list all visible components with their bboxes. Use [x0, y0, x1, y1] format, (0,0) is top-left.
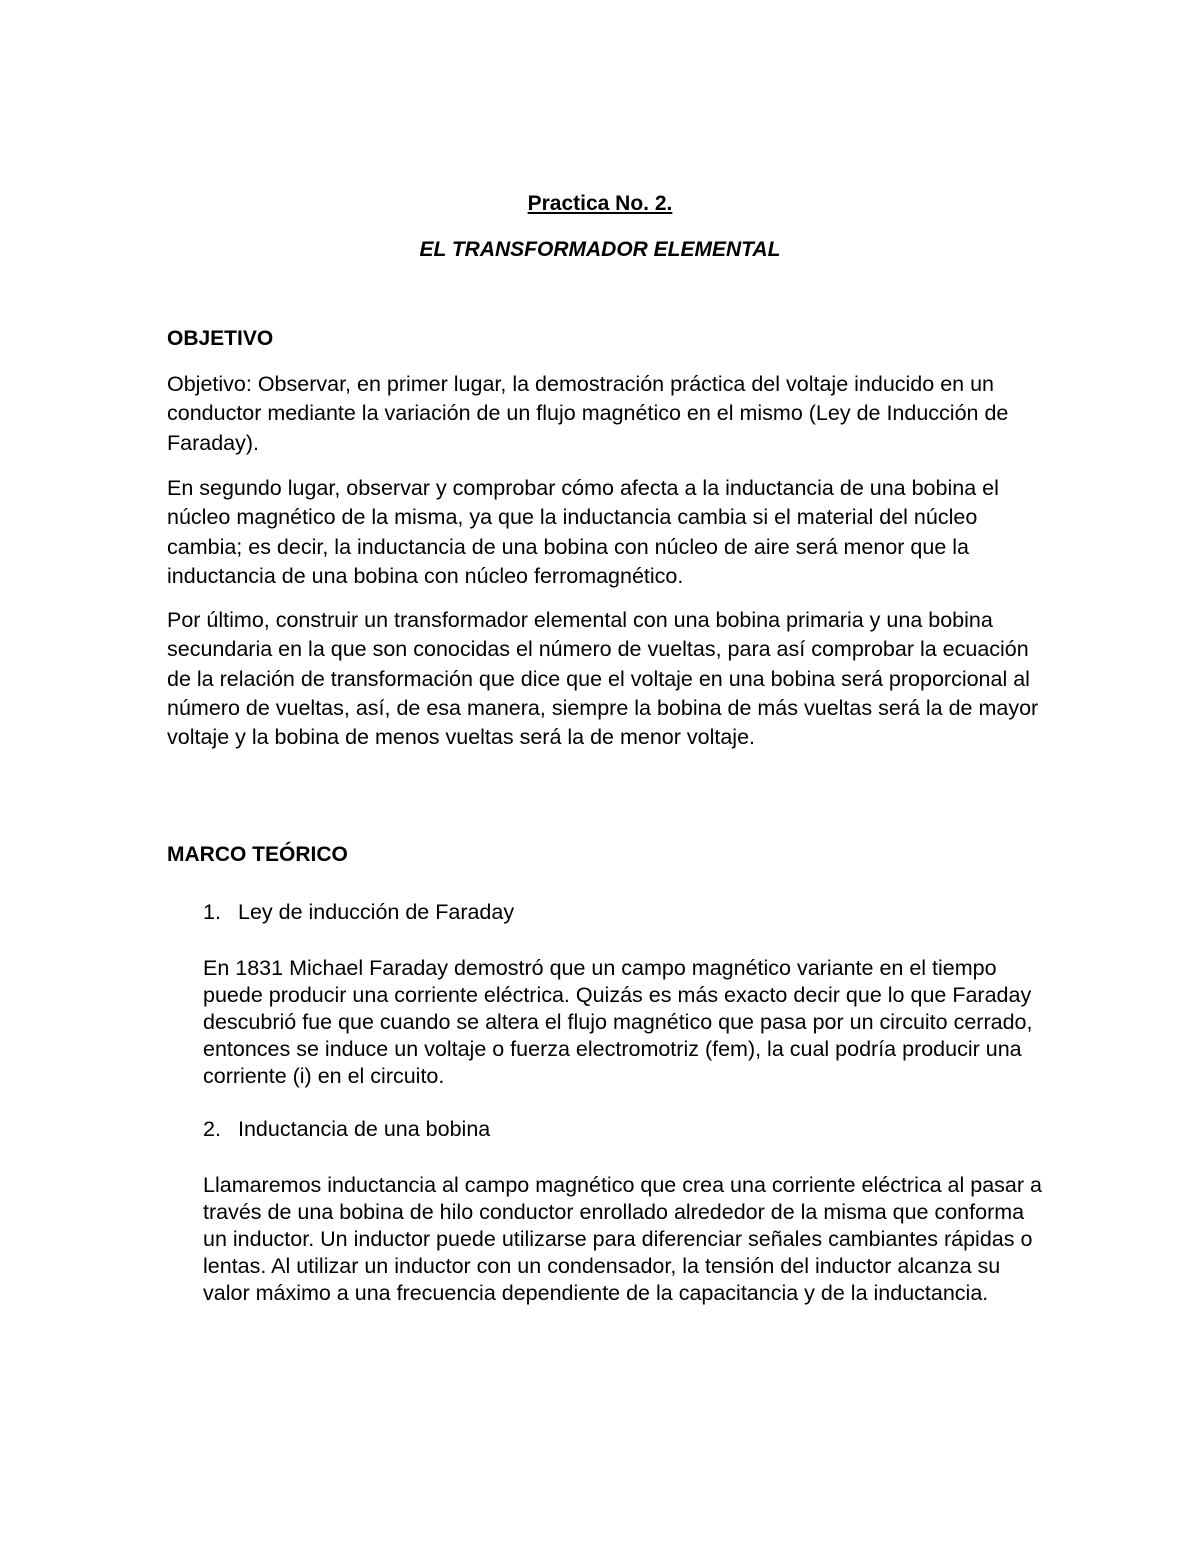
list-item-label: Ley de inducción de Faraday: [238, 900, 515, 924]
inductancia-paragraph: Llamaremos inductancia al campo magnético que crea una corriente eléctrica al pasar a través de una bobina de hilo conductor enrollado alrededor de la misma que conforma un inductor. Un inductor puede utilizarse para diferenciar señales cambiantes rápidas o lentas. Al utilizar un inductor con un condensador, la tensión del inductor alcanza su valor máximo a una frecuencia dependiente de la capacitancia y de la inductancia.: [203, 1173, 1042, 1305]
objetivo-paragraph-3: Por último, construir un transformador elemental con una bobina primaria y una bobina secundaria en la que son conocidas el número de vueltas, para así comprobar la ecuación de la relación de transformación que dice que el voltaje en una bobina será proporcional al número de vueltas, así, de esa manera, siempre la bobina de más vueltas será la de mayor voltaje y la bobina de menos vueltas será la de menor voltaje.: [167, 608, 1039, 750]
marco-teorico-heading: MARCO TEÓRICO: [167, 843, 348, 866]
objetivo-heading: OBJETIVO: [167, 327, 274, 350]
objetivo-paragraph-1: Objetivo: Observar, en primer lugar, la demostración práctica del voltaje inducido en un conductor mediante la variación de un flujo magnético en el mismo (Ley de Inducción de Faraday).: [167, 372, 1009, 455]
document-subtitle: EL TRANSFORMADOR ELEMENTAL: [419, 238, 781, 261]
list-number: 1.: [203, 900, 221, 924]
list-item-inductancia: [203, 1117, 490, 1142]
list-item-label: Inductancia de una bobina: [238, 1117, 491, 1141]
document-title: Practica No. 2.: [527, 192, 673, 215]
objetivo-paragraph-2: En segundo lugar, observar y comprobar cómo afecta a la inductancia de una bobina el núcleo magnético de la misma, ya que la inductancia cambia si el material del núcleo cambia; es decir, la inductancia de una bobina con núcleo de aire será menor que la inductancia de una bobina con núcleo ferromagnético.: [167, 476, 999, 588]
list-number: 2.: [203, 1117, 221, 1141]
list-item-faraday: [203, 900, 514, 925]
faraday-paragraph: En 1831 Michael Faraday demostró que un campo magnético variante en el tiempo puede producir una corriente eléctrica. Quizás es más exacto decir que lo que Faraday descubrió fue que cuando se altera el flujo magnético que pasa por un circuito cerrado, entonces se induce un voltaje o fuerza electromotriz (fem), la cual podría producir una corriente (i) en el circuito.: [203, 956, 1033, 1088]
